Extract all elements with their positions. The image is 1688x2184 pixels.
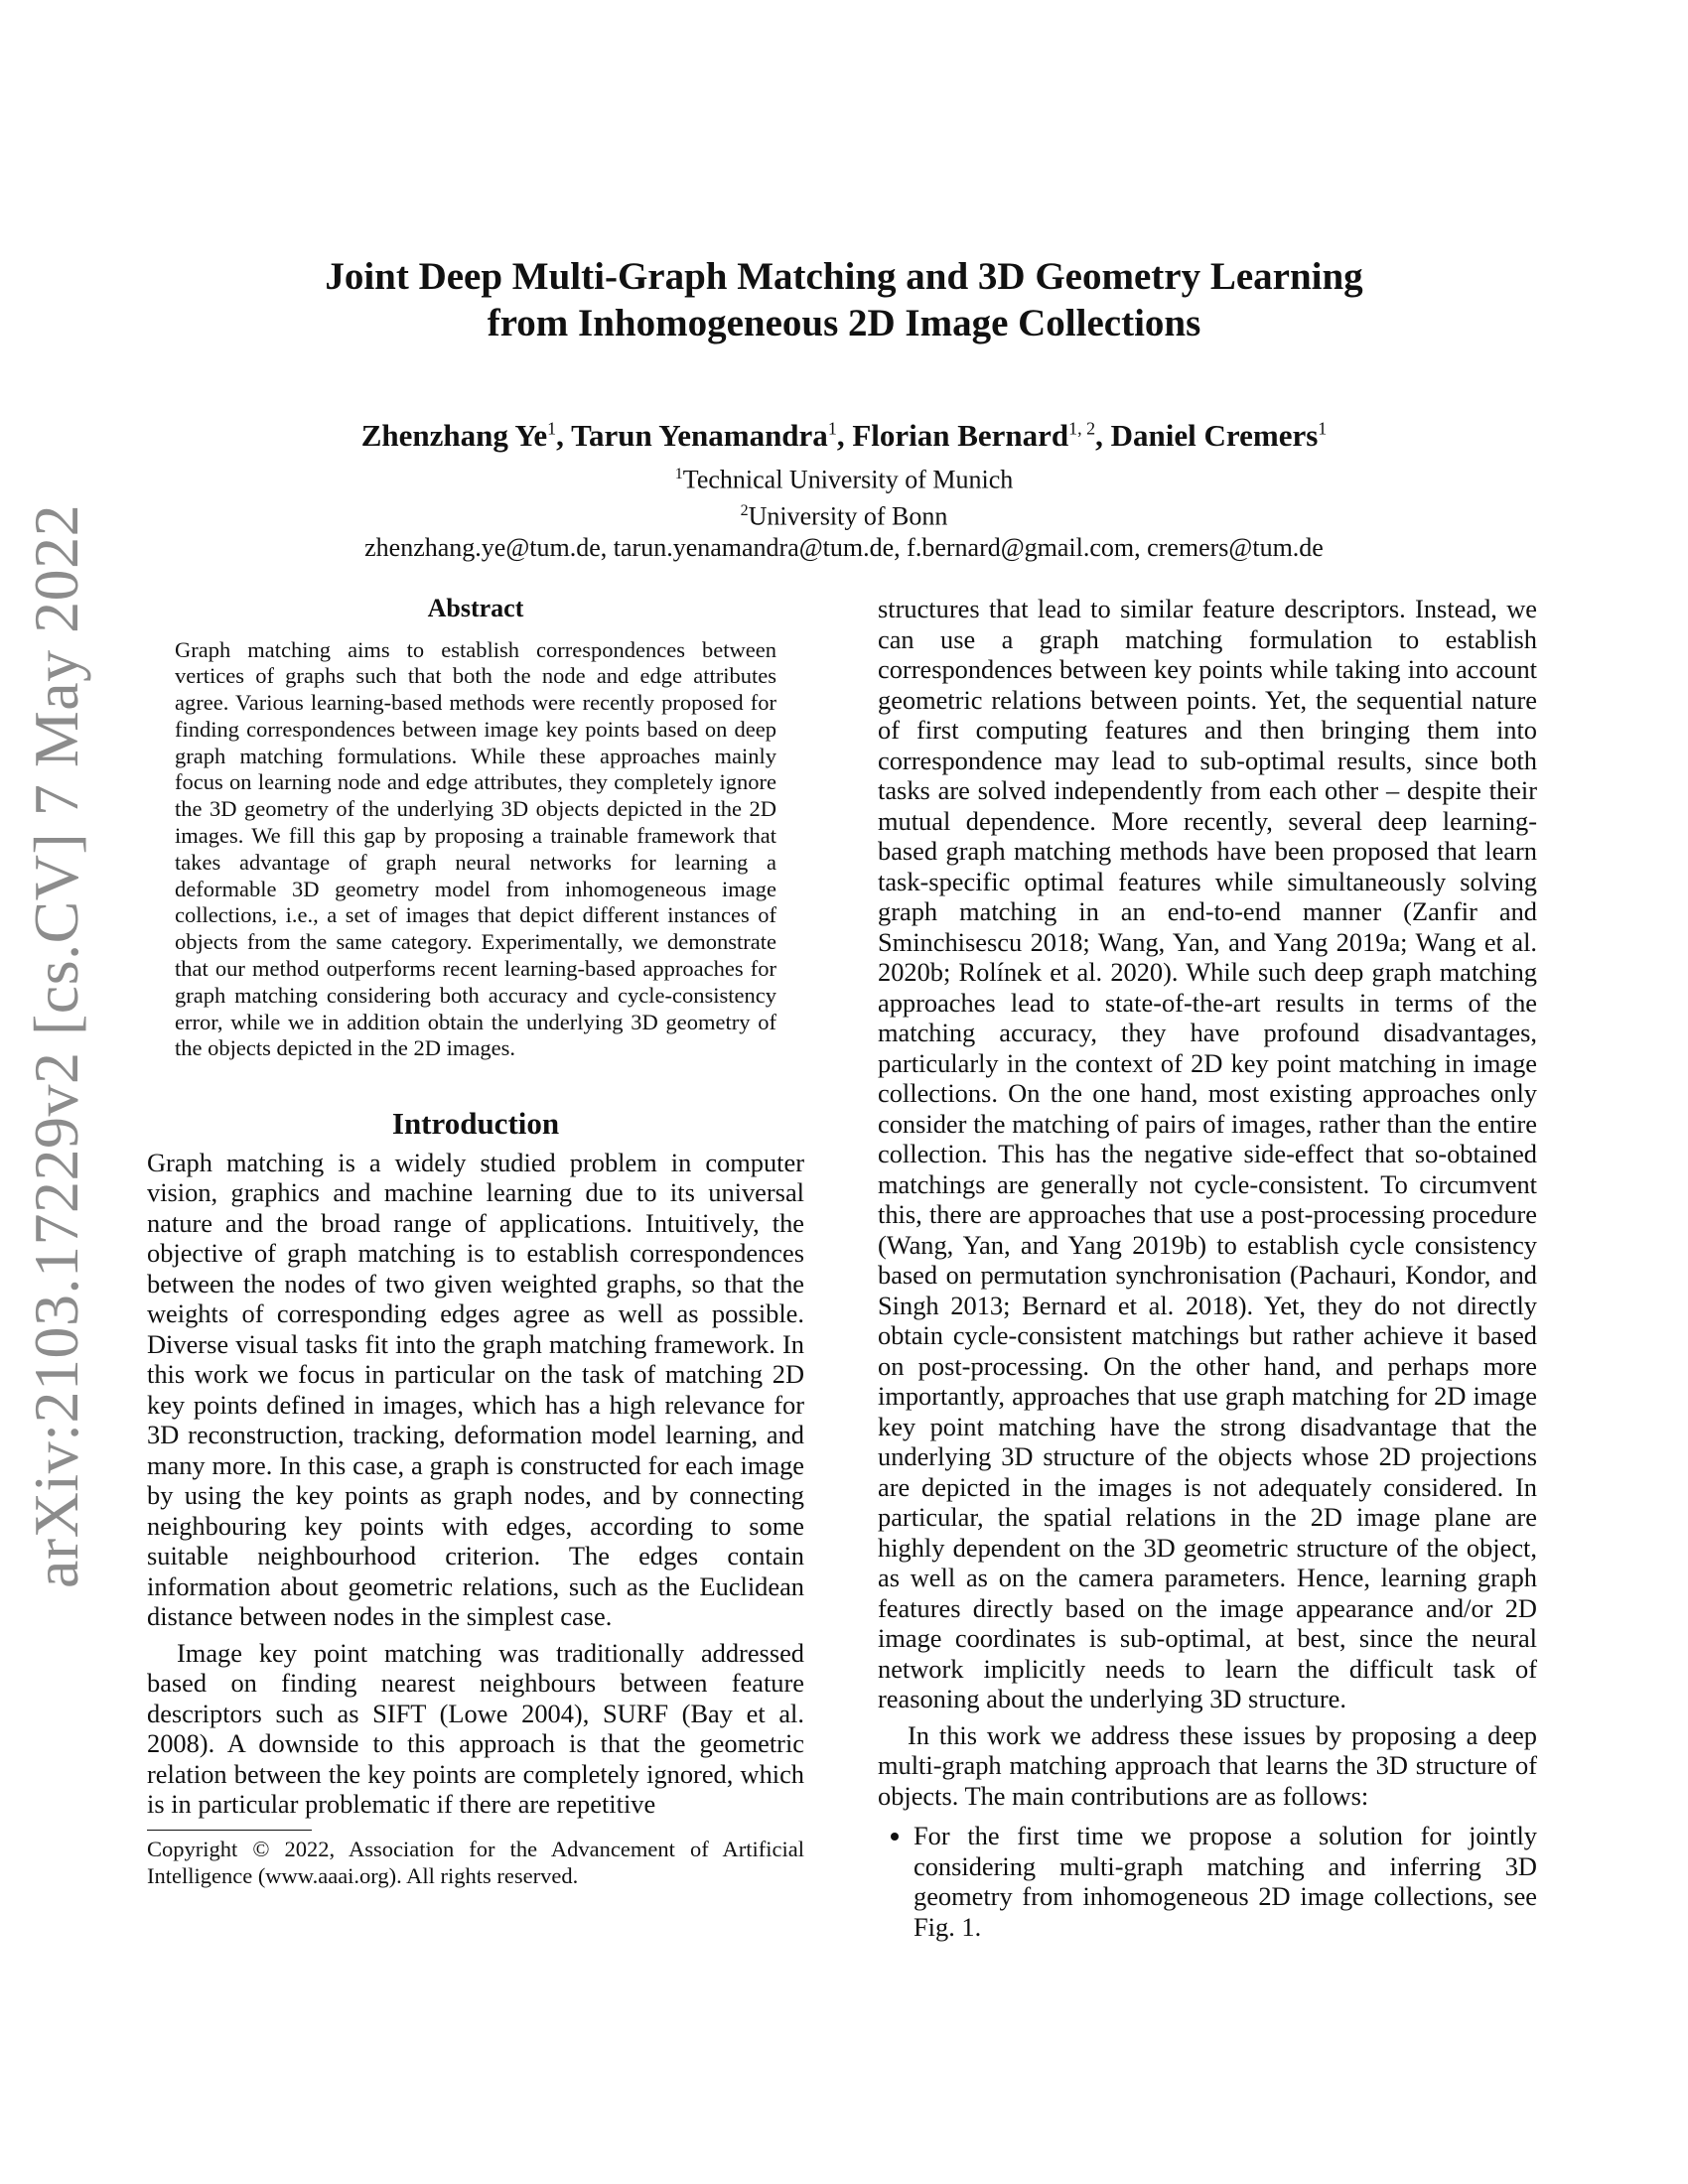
title-line-1: Joint Deep Multi-Graph Matching and 3D Geometry Learning (325, 255, 1363, 298)
contribution-item: • For the first time we propose a solution for jointly considering multi-graph matching and inferring 3D geometry from inhomogeneous 2D image collections, see Fig. 1. (914, 1821, 1537, 1942)
author: Tarun Yenamandra$^1$, (571, 418, 853, 454)
author: Zhenzhang Ye$^1$, (360, 418, 572, 454)
intro-paragraph-1: Graph matching is a widely studied problem in computer vision, graphics and machine learning due to its universal nature and the broad range of applications. Intuitively, the objective of graph matching is to establish correspondences between the nodes of two given weighted graphs, so that the weights of corresponding edges agree as well as possible. Diverse visual tasks fit into the graph matching framework. In this work we focus in particular on the task of matching 2D key points defined in images, which has a high relevance for 3D reconstruction, tracking, deformation model learning, and many more. In this case, a graph is constructed for each image by using the key points as graph nodes, and by connecting neighbouring key points with edges, according to some suitable neighbourhood criterion. The edges contain information about geometric relations, such as the Euclidean distance between nodes in the simplest case. (147, 1147, 804, 1632)
paper-title (149, 253, 1539, 346)
right-column (878, 594, 1537, 1942)
intro-paragraph-3: structures that lead to similar feature descriptors. Instead, we can use a graph matching formulation to establish correspondences between key points while taking into account geometric relations between points. Yet, the sequential nature of first computing features and then bringing them into correspondence may lead to sub-optimal results, since both tasks are solved independently from each other – despite their mutual dependence. More recently, several deep learning-based graph matching methods have been proposed that learn task-specific optimal features while simultaneously solving graph matching in an end-to-end manner (Zanfir and Sminchisescu 2018; Wang, Yan, and Yang 2019a; Wang et al. 2020b; Rolínek et al. 2020). While such deep graph matching approaches lead to state-of-the-art results in terms of the matching accuracy, they have profound disadvantages, particularly in the context of 2D key point matching in image collections. On the one hand, most existing approaches only consider the matching of pairs of images, rather than the entire collection. This has the negative side-effect that so-obtained matchings are generally not cycle-consistent. To circumvent this, there are approaches that use a post-processing procedure (Wang, Yan, and Yang 2019b) to establish cycle consistency based on permutation synchronisation (Pachauri, Kondor, and Singh 2013; Bernard et al. 2018). Yet, they do not directly obtain cycle-consistent matchings but rather achieve it based on post-processing. On the other hand, and perhaps more importantly, approaches that use graph matching for 2D image key point matching have the strong disadvantage that the underlying 3D structure of the objects whose 2D projections are depicted in the images is not adequately considered. In particular, the spatial relations in the 2D image plane are highly dependent on the 3D geometric structure of the object, as well as on the camera parameters. Hence, learning graph features directly based on the image appearance and/or 2D image coordinates is sub-optimal, at best, since the neural network implicitly needs to learn the difficult task of reasoning about the underlying 3D structure. (878, 594, 1537, 1713)
contributions-list (878, 1821, 1537, 1942)
paper-header (149, 253, 1539, 563)
abstract-heading: Abstract (427, 594, 524, 622)
intro-paragraph-4: In this work we address these issues by proposing a deep multi-graph matching approach that learns the 3D structure of objects. The main contributions are as follows: (878, 1719, 1537, 1811)
author: Daniel Cremers$^1$ (1110, 418, 1328, 454)
left-column (147, 594, 804, 1889)
affiliation: $^1$Technical University of Munich (674, 465, 1014, 494)
intro-paragraph-2: Image key point matching was traditionally addressed based on finding nearest neighbours between feature descriptors such as SIFT (Lowe 2004), SURF (Bay et al. 2008). A downside to this approach is that the geometric relation between the key points are completely ignored, which is in particular problematic if there are repetitive (147, 1637, 804, 1820)
author: Florian Bernard$^{1, 2}$, (852, 418, 1111, 454)
affiliation: $^2$University of Bonn (740, 501, 948, 531)
introduction-heading: Introduction (391, 1106, 560, 1142)
author-list (149, 410, 1539, 455)
author-emails: zhenzhang.ye@tum.de, tarun.yenamandra@tum.de, f.bernard@gmail.com, cremers@tum.de (364, 532, 1324, 562)
arxiv-stamp: arXiv:2103.17229v2 [cs.CV] 7 May 2022 (21, 503, 91, 1588)
abstract-text: Graph matching aims to establish correspondences between vertices of graphs such that both the node and edge attributes agree. Various learning-based methods were recently proposed for finding correspondences between image key points based on deep graph matching formulations. While these approaches mainly focus on learning node and edge attributes, they completely ignore the 3D geometry of the underlying 3D objects depicted in the 2D images. We fill this gap by proposing a trainable framework that takes advantage of graph neural networks for learning a deformable 3D geometry model from inhomogeneous image collections, i.e., a set of images that depict different instances of objects from the same category. Experimentally, we demonstrate that our method outperforms recent learning-based approaches for graph matching considering both accuracy and cycle-consistency error, while we in addition obtain the underlying 3D geometry of the objects depicted in the 2D images. (175, 636, 776, 1061)
footnote-divider (147, 1830, 312, 1831)
affiliations (149, 459, 1539, 562)
copyright-footnote: Copyright © 2022, Association for the Advancement of Artificial Intelligence (www.aaai.org). All rights reserved. (147, 1836, 804, 1888)
title-line-2: from Inhomogeneous 2D Image Collections (487, 302, 1201, 344)
